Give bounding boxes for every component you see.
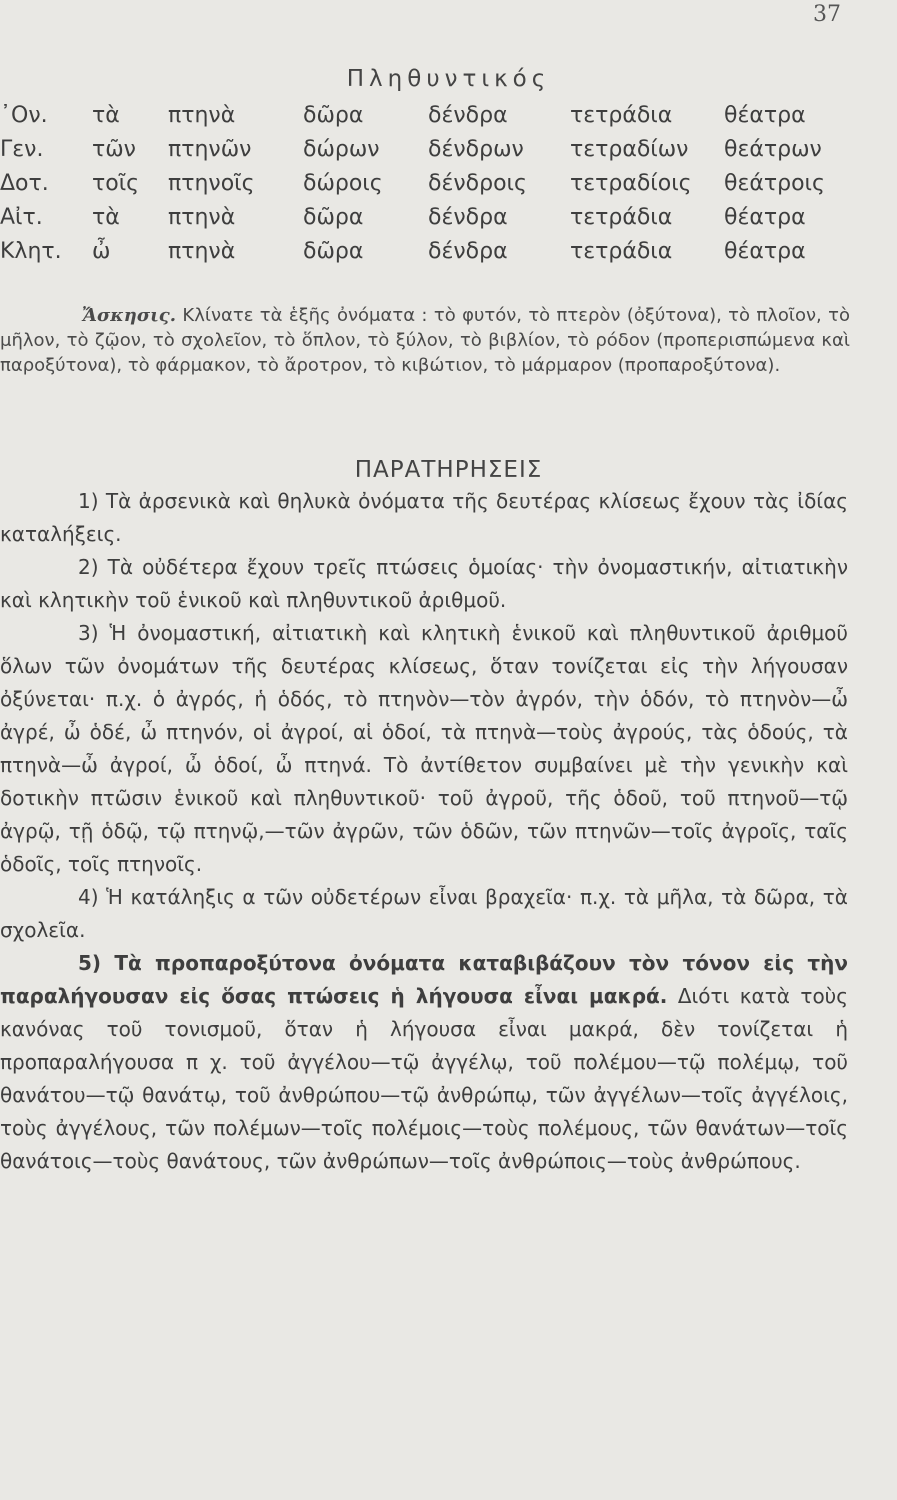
- case-label: Κλητ.: [0, 239, 62, 264]
- table-cell: θέατρα: [724, 239, 806, 264]
- table-cell: τετραδίοις: [570, 171, 692, 196]
- exercise-label: Ἄσκησις.: [82, 305, 177, 326]
- table-cell: δῶρα: [303, 103, 364, 128]
- article: ὦ: [92, 239, 111, 264]
- table-title: Πληθυντικός: [346, 66, 551, 92]
- remark-4: 4) Ἡ κατάληξις α τῶν οὐδετέρων εἶναι βραχεῖα· π.χ. τὰ μῆλα, τὰ δῶρα, τὰ σχολεῖα.: [0, 885, 848, 942]
- article: τὰ: [92, 205, 120, 230]
- table-cell: θέατρα: [724, 103, 806, 128]
- table-row: [0, 239, 897, 273]
- remark-5: [0, 947, 848, 1178]
- table-cell: πτηνοῖς: [168, 171, 255, 196]
- case-label: Γεν.: [0, 137, 44, 162]
- remark-3: 3) Ἡ ὀνομαστική, αἰτιατικὴ καὶ κλητικὴ ἑνικοῦ καὶ πληθυντικοῦ ἀριθμοῦ ὅλων τῶν ὀνομάτων τῆς δευτέρας κλίσεως, ὅταν τονίζεται εἰς τὴν λήγουσαν ὀξύνεται· π.χ. ὁ ἀγρός, ἡ ὁδός, τὸ πτηνὸν—τὸν ἀγρόν, τὴν ὁδόν, τὸ πτηνὸν—ὦ ἀγρέ, ὦ ὁδέ, ὦ πτηνόν, οἱ ἀγροί, αἱ ὁδοί, τὰ πτηνὰ—τοὺς ἀγρούς, τὰς ὁδούς, τὰ πτηνὰ—ὦ ἀγροί, ὦ ὁδοί, ὦ πτηνά. Τὸ ἀντίθετον συμβαίνει μὲ τὴν γενικὴν καὶ δοτικὴν πτῶσιν ἑνικοῦ καὶ πληθυντικοῦ· τοῦ ἀγροῦ, τῆς ὁδοῦ, τοῦ πτηνοῦ—τῷ ἀγρῷ, τῇ ὁδῷ, τῷ πτηνῷ,—τῶν ἀγρῶν, τῶν ὁδῶν, τῶν πτηνῶν—τοῖς ἀγροῖς, ταῖς ὁδοῖς, τοῖς πτηνοῖς.: [0, 621, 848, 876]
- page-number: 37: [813, 2, 841, 27]
- table-row: [0, 205, 897, 239]
- table-cell: δένδρα: [428, 239, 508, 264]
- remarks-title: ΠΑΡΑΤΗΡΗΣΕΙΣ: [354, 457, 543, 483]
- remark-1: 1) Τὰ ἀρσενικὰ καὶ θηλυκὰ ὀνόματα τῆς δευτέρας κλίσεως ἔχουν τὰς ἰδίας καταλήξεις.: [0, 489, 848, 546]
- article: τοῖς: [92, 171, 140, 196]
- exercise-paragraph: [0, 303, 850, 378]
- table-cell: δένδροις: [428, 171, 527, 196]
- table-cell: δένδρα: [428, 103, 508, 128]
- case-label: Αἰτ.: [0, 205, 43, 230]
- table-cell: πτηνὰ: [168, 205, 236, 230]
- table-row: [0, 137, 897, 171]
- article: τῶν: [92, 137, 136, 162]
- declension-table: [0, 103, 897, 273]
- case-label: Δοτ.: [0, 171, 49, 196]
- table-row: [0, 171, 897, 205]
- article: τὰ: [92, 103, 120, 128]
- table-cell: δώρων: [303, 137, 380, 162]
- table-cell: πτηνῶν: [168, 137, 252, 162]
- table-cell: δῶρα: [303, 205, 364, 230]
- exercise-text: Κλίνατε τὰ ἑξῆς ὀνόματα : τὸ φυτόν, τὸ πτερὸν (ὀξύτονα), τὸ πλοῖον, τὸ μῆλον, τὸ ζῷον, τὸ σχολεῖον, τὸ ὅπλον, τὸ ξύλον, τὸ βιβλίον, τὸ ρόδον (προπερισπώμενα καὶ παροξύτονα), τὸ φάρμακον, τὸ ἄροτρον, τὸ κιβώτιον, τὸ μάρμαρον (προπαροξύτονα).: [0, 305, 850, 376]
- table-cell: δῶρα: [303, 239, 364, 264]
- remarks-list: [0, 485, 848, 1178]
- table-cell: δένδρα: [428, 205, 508, 230]
- table-cell: τετράδια: [570, 205, 673, 230]
- table-cell: δένδρων: [428, 137, 524, 162]
- table-cell: τετράδια: [570, 239, 673, 264]
- remark-5-lead: 5) Τὰ προπαροξύτονα ὀνόματα καταβιβάζουν τὸν τόνον εἰς τὴν παραλήγουσαν εἰς ὅσας πτώσεις ἡ λήγουσα εἶναι μακρά.: [0, 951, 848, 1008]
- table-cell: τετράδια: [570, 103, 673, 128]
- case-label: ᾿Ον.: [0, 103, 48, 128]
- table-cell: τετραδίων: [570, 137, 689, 162]
- remark-2: 2) Τὰ οὐδέτερα ἔχουν τρεῖς πτώσεις ὁμοίας· τὴν ὀνομαστικήν, αἰτιατικὴν καὶ κλητικὴν τοῦ ἑνικοῦ καὶ πληθυντικοῦ ἀριθμοῦ.: [0, 555, 848, 612]
- remark-5-text: Διότι κατὰ τοὺς κανόνας τοῦ τονισμοῦ, ὅταν ἡ λήγουσα εἶναι μακρά, δὲν τονίζεται ἡ προπαραλήγουσα π χ. τοῦ ἀγγέλου—τῷ ἀγγέλῳ, τοῦ πολέμου—τῷ πολέμῳ, τοῦ θανάτου—τῷ θανάτῳ, τοῦ ἀνθρώπου—τῷ ἀνθρώπῳ, τῶν ἀγγέλων—τοῖς ἀγγέλοις, τοὺς ἀγγέλους, τῶν πολέμων—τοῖς πολέμοις—τοὺς πολέμους, τῶν θανάτων—τοῖς θανάτοις—τοὺς θανάτους, τῶν ἀνθρώπων—τοῖς ἀνθρώποις—τοὺς ἀνθρώπους.: [0, 984, 848, 1173]
- table-cell: πτηνὰ: [168, 239, 236, 264]
- table-cell: δώροις: [303, 171, 383, 196]
- table-cell: θέατρα: [724, 205, 806, 230]
- table-cell: πτηνὰ: [168, 103, 236, 128]
- table-row: [0, 103, 897, 137]
- table-cell: θεάτρων: [724, 137, 822, 162]
- table-cell: θεάτροις: [724, 171, 825, 196]
